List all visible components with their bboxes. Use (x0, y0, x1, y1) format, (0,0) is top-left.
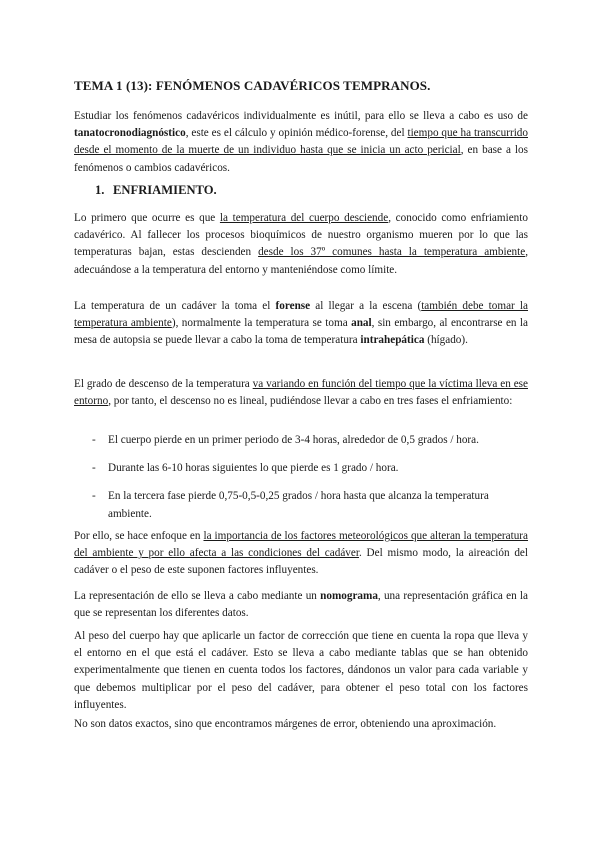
underlined-text: tiempo que ha transcurrido desde el momento de la muerte de un individuo hasta que se inicia un acto pericial (74, 127, 528, 157)
section-title: ENFRIAMIENTO. (113, 183, 217, 197)
underlined-text: desde los 37º comunes hasta la temperatura ambiente (258, 246, 526, 259)
bullet-dash: - (92, 462, 96, 475)
bullet-dash: - (92, 434, 96, 446)
paragraph-5 (74, 588, 528, 622)
bold-term: anal (351, 317, 372, 330)
paragraph-4 (74, 528, 528, 580)
list-item-text: El cuerpo pierde en un primer periodo de 3-4 horas, alrededor de 0,5 grados / hora. (108, 434, 479, 446)
text-run: Estudiar los fenómenos cadavéricos individualmente es inútil, para ello se lleva a cabo es uso de (74, 110, 528, 122)
text-run: , este es el cálculo y opinión médico-forense, del (185, 127, 408, 140)
text-run: . Del mismo modo, la aireación del cadáver o el peso de este suponen factores influyentes. (74, 547, 528, 577)
list-item (92, 460, 528, 477)
underlined-text: la importancia de los factores meteorológicos que alteran la temperatura del ambiente y por ello afecta a las condiciones del cadáver (74, 530, 529, 560)
text-run: , conocido como enfriamiento cadavérico. Al fallecer los procesos bioquímicos de nuestro organismo mueren por lo que las temperaturas bajan, estas descienden (74, 212, 528, 259)
intro-paragraph (74, 108, 528, 177)
list-item (92, 432, 528, 449)
text-run: , adecuándose a la temperatura del entorno y manteniéndose como límite. (74, 246, 529, 276)
text-run: (hígado). (424, 334, 468, 347)
text-run: , sin embargo, al encontrarse en la mesa de autopsia se puede llevar a cabo la toma de temperatura (74, 317, 528, 347)
list-item-text: Durante las 6-10 horas siguientes lo que pierde es 1 grado / hora. (108, 462, 399, 475)
text-run: , una representación gráfica en la que se representan los diferentes datos. (74, 590, 528, 620)
list-item (92, 488, 528, 522)
bold-term: nomograma (320, 590, 378, 602)
text-run: Por ello, se hace enfoque en (74, 530, 204, 542)
text-run: , en base a los fenómenos o cambios cadavéricos. (74, 144, 528, 174)
text-run: Lo primero que ocurre es que (74, 212, 220, 224)
text-run: El grado de descenso de la temperatura (74, 378, 253, 390)
paragraph-2 (74, 298, 528, 350)
text-run: al llegar a la escena ( (310, 300, 422, 312)
text-run: La temperatura de un cadáver la toma el (74, 300, 276, 312)
paragraph-1 (74, 210, 528, 279)
paragraph-7: No son datos exactos, sino que encontramos márgenes de error, obteniendo una aproximación. (74, 718, 497, 730)
bold-term: intrahepática (360, 334, 425, 347)
underlined-text: va variando en función del tiempo que la víctima lleva en ese entorno (74, 378, 528, 408)
bold-term: tanatocronodiagnóstico (74, 127, 186, 140)
list-item-text: En la tercera fase pierde 0,75-0,5-0,25 grados / hora hasta que alcanza la temperatura ambiente. (108, 490, 489, 520)
text-run: La representación de ello se lleva a cabo mediante un (74, 590, 321, 602)
section-number: 1. (95, 183, 105, 197)
underlined-text: también debe tomar la temperatura ambiente (74, 300, 529, 330)
underlined-text: la temperatura del cuerpo desciende (219, 212, 389, 224)
document-title: TEMA 1 (13): FENÓMENOS CADAVÉRICOS TEMPRANOS. (74, 78, 431, 93)
bullet-dash: - (92, 490, 96, 503)
phase-list (92, 432, 528, 534)
paragraph-3 (74, 376, 528, 410)
bold-term: forense (275, 300, 311, 312)
text-run: ), normalmente la temperatura se toma (171, 317, 352, 330)
paragraph-6: Al peso del cuerpo hay que aplicarle un factor de corrección que tiene en cuenta la ropa que lleva y el entorno en el que está el cadáver. Esto se lleva a cabo mediante tablas que se han obtenido experimentalmente que tienen en cuenta todos los factores, dándonos un valor para cada variable y que debemos multiplicar por el peso del cadáver, para obtener el peso total con los factores influyentes. (74, 630, 528, 711)
section-heading (95, 183, 217, 198)
text-run: , por tanto, el descenso no es lineal, pudiéndose llevar a cabo en tres fases el enfriamiento: (108, 395, 513, 408)
